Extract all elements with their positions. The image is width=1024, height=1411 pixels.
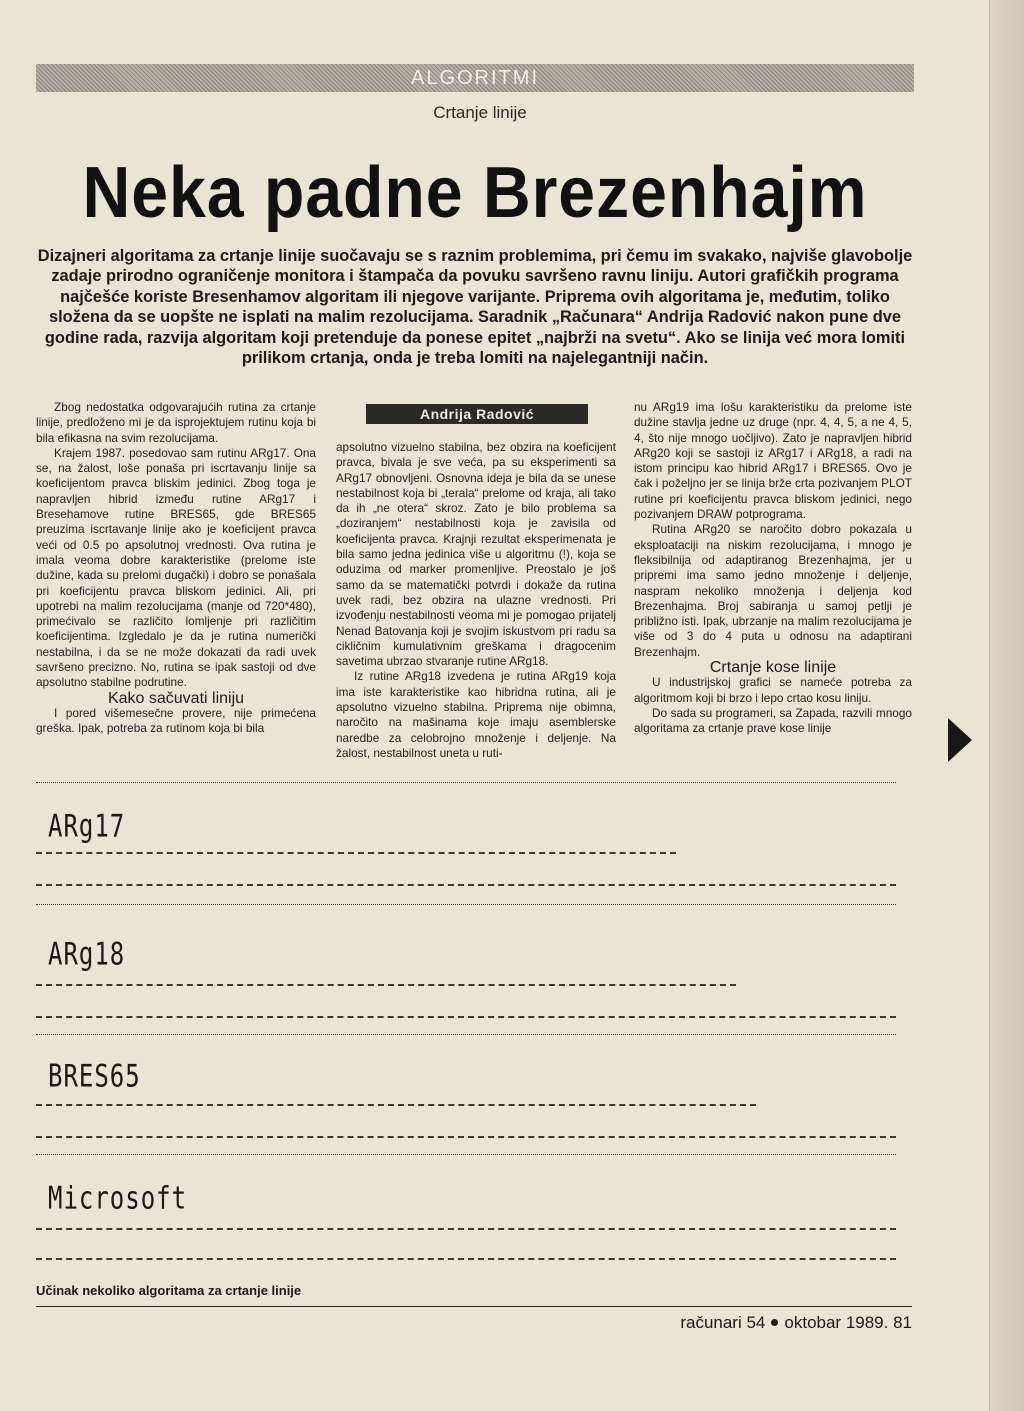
sample-line: [36, 884, 896, 886]
bullet-icon: [771, 1319, 778, 1326]
sample-line: [36, 1104, 756, 1106]
subheading: Crtanje kose linije: [709, 659, 837, 677]
paragraph: Zbog nedostatka odgovarajućih rutina za crtanje linije, predloženo mi je da isprojektujem rutinu koja bi bila efikasna na svim rezolucijama.: [36, 400, 316, 445]
line-algorithm-figure: [36, 760, 916, 1280]
kicker: Crtanje linije: [433, 103, 527, 122]
article-column-2: [336, 440, 616, 761]
lead-paragraph: Dizajneri algoritama za crtanje linije suočavaju se s raznim problemima, pri čemu im svakako, najviše glavobolje zadaje prirodno ograničenje monitora i štampača da povuku savršeno ravnu liniju. Autori grafičkih programa najčešće koriste Bresenhamov algoritam ili njegove varijante. Priprema ovih algoritama je, međutim, toliko složena da se uopšte ne isplati na malim rezolucijama. Saradnik „Računara“ Andrija Radović nakon pune dve godine rada, razvija algoritam koji pretenduje da ponese epitet „najbrži na svetu“. Ako se linija već mora lomiti prilikom crtanja, onda je treba lomiti na najelegantniji način.: [37, 247, 913, 368]
article-column-1: [36, 400, 316, 737]
sample-line: [36, 1154, 896, 1155]
figure-label: ARg17: [48, 808, 126, 845]
issue-and-page: oktobar 1989. 81: [784, 1313, 912, 1332]
paragraph: nu ARg19 ima lošu karakteristiku da prelome iste dužine stavlja jedne uz druge (npr. 4, 4, 5, a ne 4, 5, 4, što nije mnogo uočljivo). Zato je napravljen hibrid ARg20 koji se sastoji iz ARg17 i ARg18, a radi na istom principu kao hibrid ARg17 i BRES65. Ovo je čak i poželjno jer se linija brže crta pozivanjem PLOT rutine pri koeficijentu pravca bliskom jedinici, nego pozivanjem DRAW potprograma.: [634, 400, 912, 522]
sample-line: [36, 1034, 896, 1035]
author-byline: Andrija Radović: [366, 404, 588, 424]
section-title: ALGORITMI: [410, 66, 539, 89]
paragraph: Iz rutine ARg18 izvedena je rutina ARg19 koja ima iste karakteristike kao hibridna rutina, ali je apsolutno vizuelno stabilna. Pripremа nije obimna, naročito na mašinama koje imaju asemblerske naredbe za celobrojno množenje i deljenje. Na žalost, nestabilnost uneta u ruti-: [336, 669, 616, 760]
figure-label: Microsoft: [48, 1180, 188, 1217]
paragraph: I pored višemesečne provere, nije primećena greška. Ipak, potreba za rutinom koja bi bila: [36, 705, 316, 736]
sample-line: [36, 1016, 896, 1018]
sample-line: [36, 852, 676, 854]
article-column-3: [634, 400, 912, 737]
continue-arrow-icon: [948, 718, 972, 762]
paragraph: Krajem 1987. posedovao sam rutinu ARg17. Ona se, na žalost, loše ponaša pri iscrtavanju linije sa koeficijentom pravca bliskim jedinici. Zbog toga je napravljen hibrid između rutine ARg17 i Bresehamove rutine BRES65, gde BRES65 preuzima iscrtavanje linije ako je koeficijent pravca veći od 0.5 po apsolutnoj vrednosti. Ova rutina je imala veoma dobre karakteristike (prelome iste dužine, kada su prelomi dugački) i dobro se ponašala pri koeficijentu pravca bliskom jedinici. Ali, pri upotrebi na malim rezolucijama (manje od 720*480), primećivalo se različito lomljenje pri različitim koeficijentima. Izgledalo je da je rutina numerički nestabilna, i da se ne može dokazati da radi uvek savršeno precizno. No, rutina se ipak sastoji od dve apsolutno stabilne podrutine.: [36, 445, 316, 690]
subheading: Kako sačuvati liniju: [107, 689, 245, 707]
sample-line: [36, 904, 896, 905]
sample-line: [36, 1228, 896, 1230]
sample-line: [36, 1136, 896, 1138]
sample-line: [36, 984, 736, 986]
section-bar: [36, 64, 914, 92]
sample-line: [36, 1258, 896, 1260]
footer-rule: [36, 1306, 912, 1307]
paragraph: apsolutno vizuelno stabilna, bez obzira na koeficijent pravca, bivala je sve veća, pa su eksperimenti sa ARg17 obnovljeni. Osnovna ideja je bila da se unese nestabilnost koja bi „terala“ prelome od kraja, ali tako da ih „ne otera“ skroz. Zato je bilo problema sa „doziranjem“ nestabilnosti koja je zavisila od koeficijenta pravca. Krajnji rezultat eksperimenata je bila samo jedna jedinica više u algoritmu (!), koja se oduzima od marker promenljive. Preostalo je još samo da se matematički potvrdi i dokaže da rutina uvek radi, bez obzira na ulazne vrednosti. Pri izvođenju nestabilnosti veoma mi je pomogao prijatelj Nenad Batovanja koji je svojim iskustvom pri radu sa cikličnim kumulativnim greškama i dragocenim savetima ubrzao stvaranje rutine ARg18.: [336, 440, 616, 669]
figure-caption: Učinak nekoliko algoritama za crtanje linije: [36, 1283, 302, 1298]
paragraph: U industrijskoj grafici se nameće potreba za algoritmom koji bi brzo i lepo crtao kosu liniju.: [634, 675, 912, 705]
page-footer: [680, 1313, 912, 1333]
page-edge: [989, 0, 1024, 1411]
paragraph: Do sada su programeri, sa Zapada, razvili mnogo algoritama za crtanje prave kose linije: [634, 705, 912, 736]
figure-label: ARg18: [48, 936, 126, 973]
figure-divider: [36, 782, 896, 783]
headline: Neka padne Brezenhajm: [82, 153, 868, 233]
figure-label: BRES65: [48, 1058, 141, 1095]
paragraph: Rutina ARg20 se naročito dobro pokazala u eksploataciji na niskim rezolucijama, i mnogo je fleksibilnija od adaptiranog Brezenhajma, jer u pripremi ima samo jedno množenje i deljenje, naspram nekoliko množenja i deljenja kod Brezenhajma. Broj sabiranja u samoj petlji je približno isti. Ipak, ubrzanje na malim rezolucijama je više od 3 do 4 puta u odnosu na adaptirani Brezenhajm.: [634, 522, 912, 659]
magazine-name: računari 54: [680, 1313, 766, 1332]
